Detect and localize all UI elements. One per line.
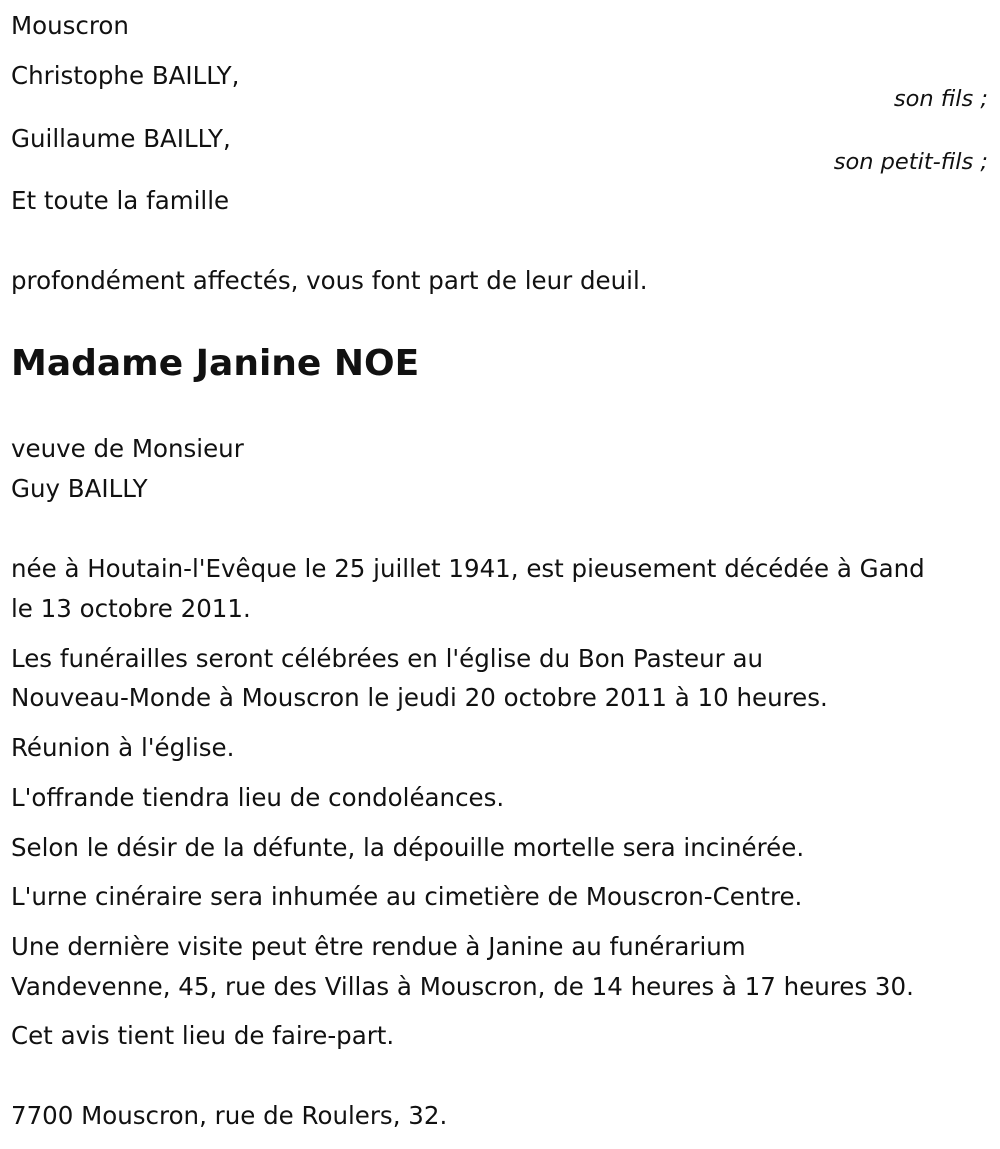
widow-line: Guy BAILLY <box>11 474 148 503</box>
cremation-line: Selon le désir de la défunte, la dépouille mortelle sera incinérée. <box>11 833 805 862</box>
notice-line: Cet avis tient lieu de faire-part. <box>11 1021 395 1050</box>
urn-line: L'urne cinéraire sera inhumée au cimetière de Mouscron-Centre. <box>11 882 803 911</box>
family-member-relation: son petit-fils ; <box>833 149 988 175</box>
birth-death-line: née à Houtain-l'Evêque le 25 juillet 1941, est pieusement décédée à Gand <box>11 554 925 583</box>
family-member-relation: son fils ; <box>893 86 988 112</box>
widow-line: veuve de Monsieur <box>11 434 244 463</box>
birth-death-line: le 13 octobre 2011. <box>11 594 251 623</box>
funeral-line: Nouveau-Monde à Mouscron le jeudi 20 octobre 2011 à 10 heures. <box>11 683 828 712</box>
meeting-line: Réunion à l'église. <box>11 733 235 762</box>
address-line: 7700 Mouscron, rue de Roulers, 32. <box>11 1101 448 1130</box>
family-closing: Et toute la famille <box>11 186 230 215</box>
visit-line: Une dernière visite peut être rendue à Janine au funérarium <box>11 932 746 961</box>
offering-line: L'offrande tiendra lieu de condoléances. <box>11 783 505 812</box>
deceased-name: Madame Janine NOE <box>11 343 420 384</box>
family-member-name: Guillaume BAILLY, <box>11 124 231 153</box>
family-member-name: Christophe BAILLY, <box>11 61 240 90</box>
visit-line: Vandevenne, 45, rue des Villas à Mouscron, de 14 heures à 17 heures 30. <box>11 972 914 1001</box>
announcement-text: profondément affectés, vous font part de leur deuil. <box>11 266 648 295</box>
funeral-line: Les funérailles seront célébrées en l'église du Bon Pasteur au <box>11 644 764 673</box>
header-city: Mouscron <box>11 11 129 40</box>
